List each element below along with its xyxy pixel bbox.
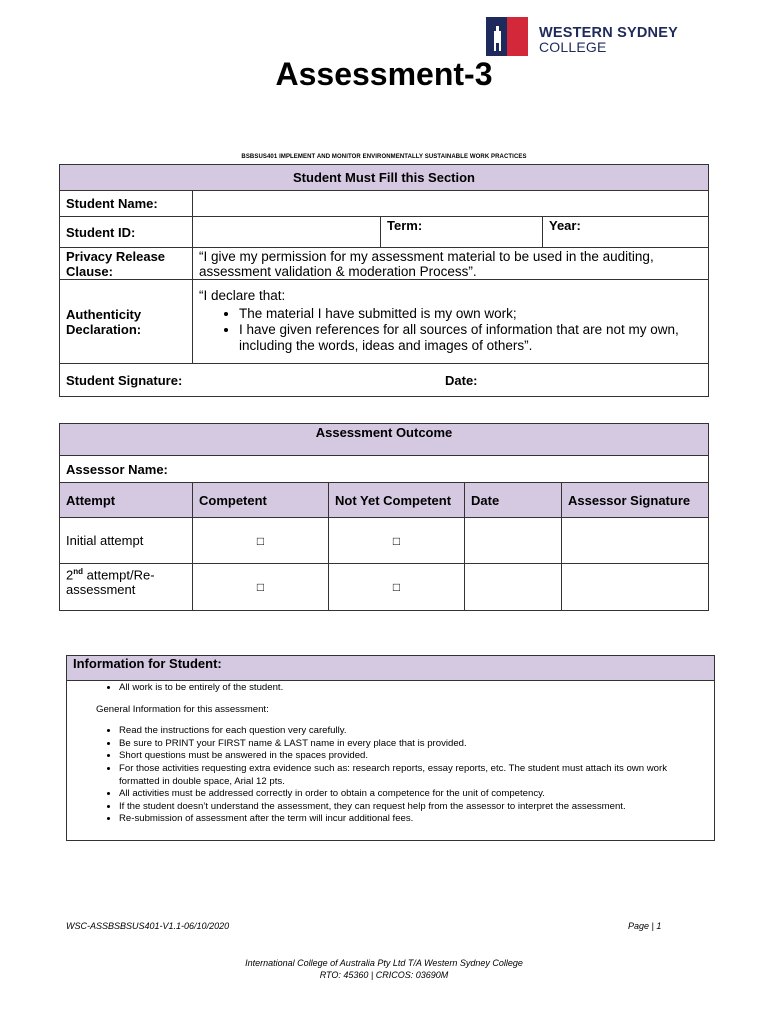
college-logo <box>486 17 686 57</box>
unit-code: BSBSUS401 IMPLEMENT AND MONITOR ENVIRONMENTALLY SUSTAINABLE WORK PRACTICES <box>241 154 527 160</box>
declare-item: • I have given references for all sources of information that are not my own, including the words, ideas and images of others”. <box>239 322 702 354</box>
col-attempt: Attempt <box>60 483 193 518</box>
not-yet-checkbox-second[interactable]: □ <box>329 564 465 611</box>
footer-rto-line: RTO: 45360 | CRICOS: 03690M <box>319 970 449 980</box>
logo-text-line2: COLLEGE <box>539 39 607 55</box>
outcome-header: Assessment Outcome <box>60 424 709 456</box>
info-item: • Read the instructions for each question very carefully. <box>119 725 704 738</box>
col-competent: Competent <box>193 483 329 518</box>
year-label: Year: <box>549 218 581 233</box>
student-section-header: Student Must Fill this Section <box>60 165 709 191</box>
date-label: Date: <box>445 372 478 388</box>
student-name-field[interactable] <box>193 191 709 217</box>
info-item: • If the student doesn’t understand the assessment, they can request help from the assessor to interpret the assessment. <box>119 801 704 814</box>
info-item: • Be sure to PRINT your FIRST name & LAST name in every place that is provided. <box>119 738 704 751</box>
page-title: Assessment-3 <box>275 56 493 92</box>
authenticity-label: Authenticity Declaration: <box>60 280 193 364</box>
term-label: Term: <box>387 218 423 233</box>
competent-checkbox-initial[interactable]: □ <box>193 518 329 564</box>
signature-row[interactable] <box>60 364 709 397</box>
attempt-initial: Initial attempt <box>60 518 193 564</box>
college-crest-icon <box>486 17 528 56</box>
student-section-table <box>59 164 709 397</box>
footer-college <box>0 957 768 981</box>
info-item: • Re-submission of assessment after the term will incur additional fees. <box>119 813 704 826</box>
student-signature-label: Student Signature: <box>66 372 183 388</box>
info-item: • All activities must be addressed correctly in order to obtain a competence for the unit of competency. <box>119 788 704 801</box>
privacy-text: “I give my permission for my assessment material to be used in the auditing, assessment validation & moderation Process”. <box>193 248 709 280</box>
info-item: • For those activities requesting extra evidence such as: research reports, essay reports, etc. The student must attach its own work formatted in double space, Arial 12 pts. <box>119 763 704 788</box>
footer-doc-code: WSC-ASSBSBSUS401-V1.1-06/10/2020 <box>66 921 230 931</box>
info-general: General Information for this assessment: <box>96 703 269 715</box>
attempt-second <box>60 564 193 611</box>
assessor-name-label: Assessor Name: <box>66 461 168 477</box>
footer-college-line: International College of Australia Pty Ltd T/A Western Sydney College <box>245 958 523 968</box>
assessor-signature-field-initial[interactable] <box>562 518 709 564</box>
competent-checkbox-second[interactable]: □ <box>193 564 329 611</box>
col-not-yet-competent: Not Yet Competent <box>329 483 465 518</box>
assessor-name-field[interactable] <box>60 456 709 483</box>
year-field[interactable] <box>543 217 709 248</box>
student-id-label: Student ID: <box>60 217 193 248</box>
attempt-second-num: 2 <box>66 567 74 583</box>
assessment-outcome-table <box>59 423 709 611</box>
info-item: • All work is to be entirely of the student. <box>119 682 704 695</box>
attempt-second-text: attempt/Re-assessment <box>66 567 155 598</box>
term-field[interactable] <box>381 217 543 248</box>
not-yet-checkbox-initial[interactable]: □ <box>329 518 465 564</box>
info-header: Information for Student: <box>67 656 714 681</box>
attempt-second-sup: nd <box>73 567 84 576</box>
student-id-field[interactable] <box>193 217 381 248</box>
col-assessor-signature: Assessor Signature <box>562 483 709 518</box>
col-date: Date <box>465 483 562 518</box>
authenticity-declaration <box>193 280 709 364</box>
date-field-second[interactable] <box>465 564 562 611</box>
logo-text-line1: WESTERN SYDNEY <box>539 25 678 41</box>
student-name-label: Student Name: <box>60 191 193 217</box>
info-item: • Short questions must be answered in the spaces provided. <box>119 750 704 763</box>
date-field-initial[interactable] <box>465 518 562 564</box>
information-for-student <box>66 655 715 841</box>
privacy-label: Privacy Release Clause: <box>60 248 193 280</box>
declare-intro: “I declare that: <box>199 288 286 303</box>
footer-page-number: Page | 1 <box>628 921 662 931</box>
assessor-signature-field-second[interactable] <box>562 564 709 611</box>
declare-item: • The material I have submitted is my own work; <box>239 306 702 322</box>
